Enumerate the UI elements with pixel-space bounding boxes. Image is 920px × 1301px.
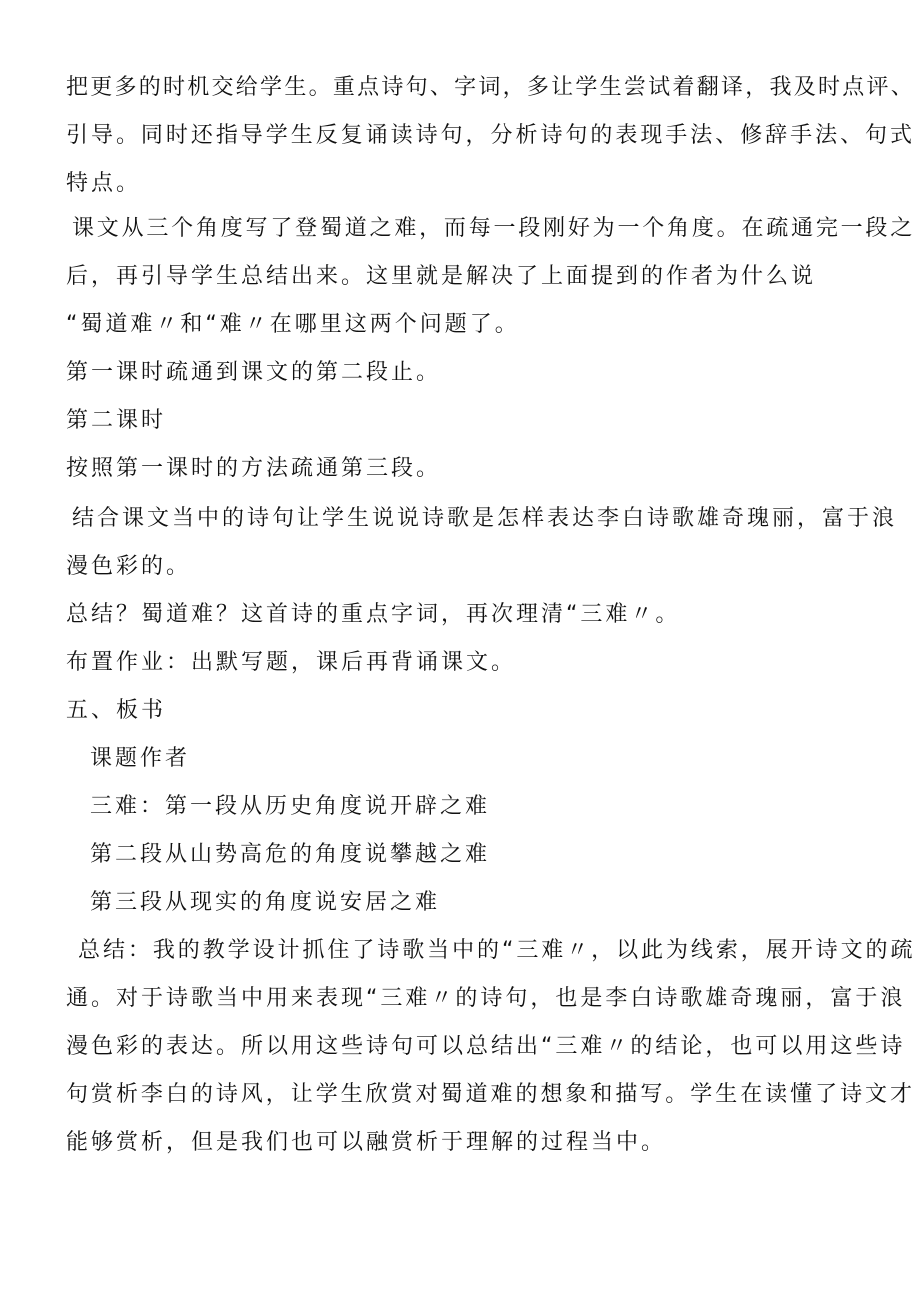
text-line-3: 特点。	[66, 171, 142, 196]
section-heading: 五、板书	[66, 698, 167, 723]
text-line-16: 三难：第一段从历史角度说开辟之难	[90, 794, 491, 819]
text-line-2: 引导。同时还指导学生反复诵读诗句，分析诗句的表现手法、修辞手法、句式	[66, 123, 916, 148]
text-line-11: 漫色彩的。	[66, 554, 192, 579]
text-line-22: 句赏析李白的诗风，让学生欣赏对蜀道难的想象和描写。学生在读懂了诗文才	[66, 1082, 916, 1107]
text-line-12: 总结？蜀道难？这首诗的重点字词，再次理清“三难〃。	[66, 602, 681, 627]
text-line-9: 按照第一课时的方法疏通第三段。	[66, 456, 442, 481]
text-line-6: “蜀道难〃和“难〃在哪里这两个问题了。	[66, 312, 520, 337]
text-line-17: 第二段从山势高危的角度说攀越之难	[90, 842, 491, 867]
text-line-19: 总结：我的教学设计抓住了诗歌当中的“三难〃，以此为线索，展开诗文的疏	[78, 938, 916, 963]
text-line-21: 漫色彩的表达。所以用这些诗句可以总结出“三难〃的结论，也可以用这些诗	[66, 1034, 906, 1059]
text-line-23: 能够赏析，但是我们也可以融赏析于理解的过程当中。	[66, 1130, 667, 1155]
text-line-4: 课文从三个角度写了登蜀道之难，而每一段刚好为一个角度。在疏通完一段之	[72, 216, 916, 241]
text-line-15: 课题作者	[90, 746, 191, 771]
text-line-1: 把更多的时机交给学生。重点诗句、字词，多让学生尝试着翻译，我及时点评、	[66, 75, 916, 100]
text-line-20: 通。对于诗歌当中用来表现“三难〃的诗句，也是李白诗歌雄奇瑰丽，富于浪	[66, 986, 906, 1011]
text-line-13: 布置作业：出默写题，课后再背诵课文。	[66, 650, 517, 675]
text-line-5: 后，再引导学生总结出来。这里就是解决了上面提到的作者为什么说	[66, 264, 817, 289]
text-line-18: 第三段从现实的角度说安居之难	[90, 890, 441, 915]
text-line-8: 第二课时	[66, 408, 167, 433]
text-line-7: 第一课时疏通到课文的第二段止。	[66, 360, 442, 385]
text-line-10: 结合课文当中的诗句让学生说说诗歌是怎样表达李白诗歌雄奇瑰丽，富于浪	[72, 506, 898, 531]
